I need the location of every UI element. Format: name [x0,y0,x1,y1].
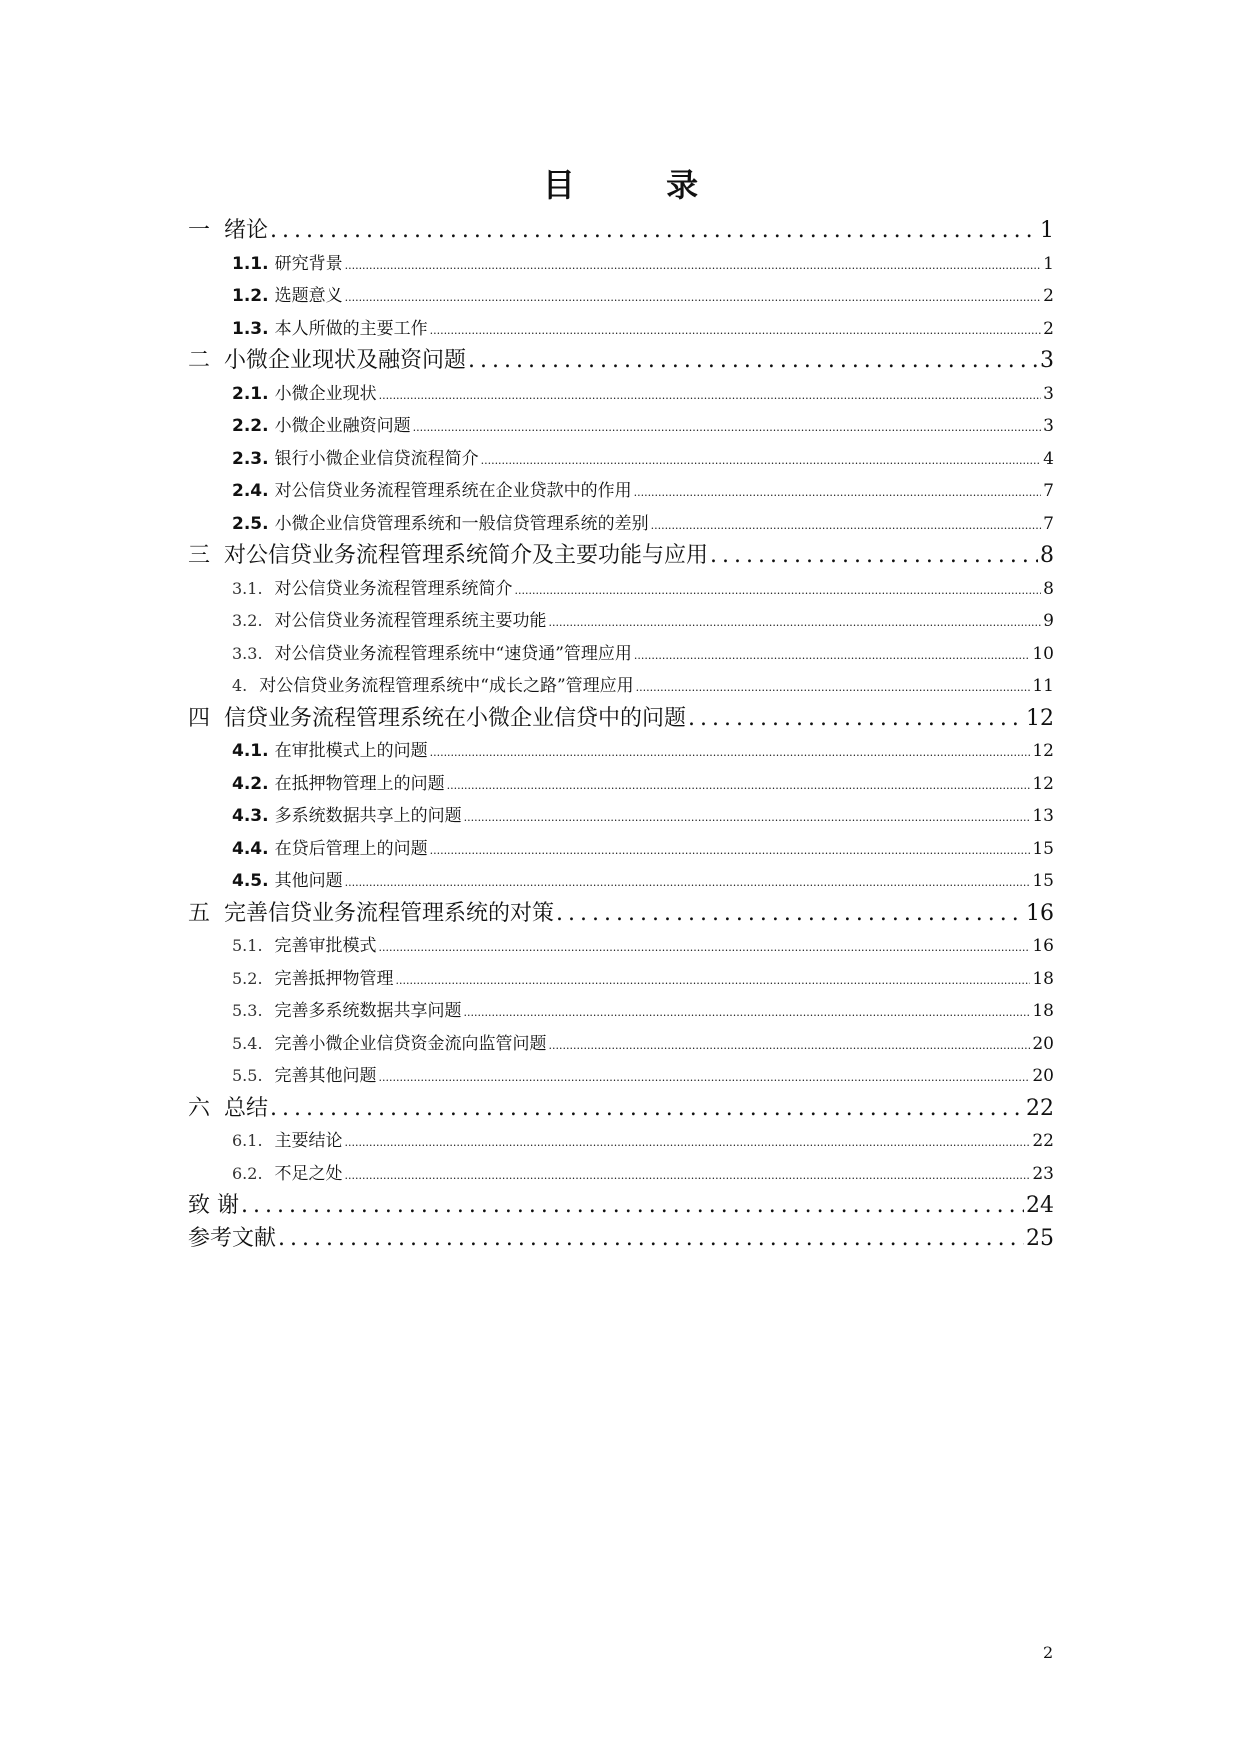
toc-section-entry[interactable] [188,1060,1054,1093]
toc-section-entry[interactable] [188,508,1054,541]
toc-entry-page: 22 [1032,1131,1054,1151]
toc-entry-number: 5.1. [232,936,263,955]
toc-entry-number: 6.2. [232,1163,263,1183]
toc-entry-page: 4 [1043,448,1054,469]
toc-entry-number: 5.4. [232,1033,263,1053]
toc-entry-label: 对公信贷业务流程管理系统中“速贷通”管理应用 [274,643,632,664]
toc-entry-page: 7 [1043,513,1054,534]
toc-section-entry[interactable] [188,670,1054,703]
toc-entry-label: 完善其他问题 [274,1066,377,1086]
dot-leader [379,380,1042,413]
dot-leader [447,770,1031,803]
dot-leader [278,1223,1024,1256]
dot-leader [345,1160,1031,1193]
toc-entry-page: 22 [1026,1095,1054,1121]
toc-entry-label: 绪论 [224,218,269,243]
toc-entry-page: 11 [1032,676,1054,696]
toc-section-entry[interactable] [188,638,1054,671]
toc-section-entry[interactable] [188,248,1054,281]
toc-entry-page: 8 [1040,543,1054,568]
toc-chapter-entry[interactable] [188,1223,1054,1256]
toc-entry-label: 在审批模式上的问题 [274,741,428,761]
toc-entry-label: 小微企业融资问题 [274,416,411,436]
toc-entry-page: 3 [1040,348,1054,373]
toc-entry-page: 12 [1032,773,1054,794]
toc-section-entry[interactable] [188,768,1054,801]
toc-entry-page: 25 [1026,1225,1054,1251]
toc-entry-page: 15 [1032,838,1054,859]
toc-entry-page: 3 [1043,383,1054,404]
dot-leader [413,412,1042,445]
dot-leader [430,835,1031,868]
dot-leader [688,703,1024,736]
toc-entry-label: 对公信贷业务流程管理系统在企业贷款中的作用 [274,481,632,501]
toc-entry-page: 12 [1032,741,1054,761]
toc-entry-page: 18 [1032,968,1054,989]
dot-leader [634,640,1030,673]
dot-leader [636,672,1031,705]
toc-entry-number: 1.2. [232,286,269,306]
toc-chapter-entry[interactable] [188,345,1054,378]
toc-entry-number: 1.3. [232,318,269,339]
dot-leader [379,1062,1031,1095]
toc-entry-number: 3.1. [232,578,263,598]
toc-entry-label: 在贷后管理上的问题 [274,838,428,859]
toc-entry-number: 5.2. [232,968,263,988]
toc-chapter-entry[interactable] [188,703,1054,736]
toc-entry-page: 23 [1032,1163,1054,1184]
dot-leader [464,997,1031,1030]
toc-entry-number: 4.4. [232,838,269,859]
toc-entry-page: 2 [1043,318,1054,339]
toc-chapter-entry[interactable] [188,1093,1054,1126]
toc-entry-label: 小微企业现状 [274,383,377,404]
toc-entry-number: 4.1. [232,741,269,761]
toc-entry-number: 4.3. [232,806,269,826]
toc-entry-page: 20 [1032,1066,1054,1086]
toc-entry-number: 4.5. [232,871,269,891]
toc-section-entry[interactable] [188,443,1054,476]
toc-entry-page: 1 [1040,218,1054,243]
toc-chapter-entry[interactable] [188,1190,1054,1223]
toc-entry-number: 2.4. [232,481,269,501]
toc-entry-label: 总结 [224,1095,269,1121]
toc-section-entry[interactable] [188,735,1054,768]
toc-section-entry[interactable] [188,995,1054,1028]
toc-section-entry[interactable] [188,378,1054,411]
toc-entry-label: 完善信贷业务流程管理系统的对策 [224,900,555,926]
toc-entry-page: 16 [1032,936,1054,956]
toc-entry-number: 2.1. [232,383,269,404]
toc-section-entry[interactable] [188,963,1054,996]
toc-section-entry[interactable] [188,410,1054,443]
toc-entry-label: 对公信贷业务流程管理系统简介 [274,578,513,599]
dot-leader [634,477,1042,510]
toc-entry-page: 10 [1032,643,1054,664]
toc-entry-page: 15 [1032,871,1054,891]
toc-title: 目 录 [542,166,739,204]
toc-entry-number: 四 [188,705,211,731]
toc-section-entry[interactable] [188,833,1054,866]
toc-entry-label: 参考文献 [188,1225,277,1251]
toc-section-entry[interactable] [188,1158,1054,1191]
dot-leader [379,932,1031,965]
toc-entry-label: 对公信贷业务流程管理系统中“成长之路”管理应用 [259,676,634,696]
toc-entry-number: 五 [188,900,211,926]
toc-entry-page: 8 [1043,578,1054,599]
dot-leader [651,510,1042,543]
toc-entry-label: 本人所做的主要工作 [274,318,428,339]
dot-leader [515,575,1042,608]
toc-entry-page: 1 [1043,253,1054,274]
table-of-contents [188,215,1054,1255]
toc-entry-page: 3 [1043,416,1054,436]
toc-section-entry[interactable] [188,605,1054,638]
toc-chapter-entry[interactable] [188,898,1054,931]
toc-chapter-entry[interactable] [188,540,1054,573]
toc-entry-page: 13 [1032,806,1054,826]
toc-entry-label: 主要结论 [274,1131,343,1151]
toc-entry-page: 2 [1043,286,1054,306]
toc-entry-label: 在抵押物管理上的问题 [274,773,445,794]
toc-entry-number: 5.3. [232,1001,263,1020]
toc-entry-label: 致 谢 [188,1193,239,1218]
toc-entry-page: 7 [1043,481,1054,501]
toc-entry-page: 20 [1032,1033,1054,1054]
toc-entry-number: 3.3. [232,643,263,663]
toc-entry-label: 小微企业现状及融资问题 [224,348,467,373]
toc-entry-page: 12 [1026,705,1054,731]
toc-entry-label: 对公信贷业务流程管理系统简介及主要功能与应用 [224,543,709,568]
toc-entry-page: 9 [1043,611,1054,631]
toc-section-entry[interactable] [188,800,1054,833]
dot-leader [241,1190,1024,1223]
dot-leader [270,215,1038,248]
toc-entry-page: 24 [1026,1193,1054,1218]
dot-leader [464,802,1031,835]
toc-entry-label: 其他问题 [274,871,343,891]
toc-section-entry[interactable] [188,1028,1054,1061]
dot-leader [549,607,1042,640]
toc-entry-label: 研究背景 [274,253,343,274]
toc-entry-number: 5.5. [232,1066,263,1085]
toc-entry-label: 完善审批模式 [274,936,377,956]
dot-leader [345,867,1031,900]
toc-entry-number: 4.2. [232,773,269,794]
toc-entry-number: 三 [188,543,211,568]
dot-leader [345,250,1042,283]
toc-entry-label: 完善抵押物管理 [274,968,394,989]
toc-section-entry[interactable] [188,280,1054,313]
toc-section-entry[interactable] [188,1125,1054,1158]
toc-entry-label: 多系统数据共享上的问题 [274,806,462,826]
toc-entry-number: 4. [232,676,248,695]
dot-leader [345,282,1042,315]
toc-entry-number: 六 [188,1095,211,1121]
toc-chapter-entry[interactable] [188,215,1054,248]
toc-section-entry[interactable] [188,865,1054,898]
dot-leader [468,345,1038,378]
toc-entry-number: 3.2. [232,611,263,630]
toc-entry-label: 选题意义 [274,286,343,306]
toc-entry-number: 1.1. [232,253,269,274]
dot-leader [430,315,1042,348]
dot-leader [556,898,1024,931]
toc-entry-number: 2.5. [232,513,269,534]
toc-entry-label: 不足之处 [274,1163,343,1184]
dot-leader [710,540,1038,573]
toc-section-entry[interactable] [188,475,1054,508]
toc-section-entry[interactable] [188,930,1054,963]
toc-entry-number: 2.2. [232,416,269,436]
dot-leader [549,1030,1031,1063]
dot-leader [270,1093,1024,1126]
toc-entry-label: 完善多系统数据共享问题 [274,1001,462,1021]
toc-entry-number: 一 [188,218,211,243]
toc-entry-page: 18 [1032,1001,1054,1021]
toc-entry-label: 信贷业务流程管理系统在小微企业信贷中的问题 [224,705,687,731]
toc-entry-label: 对公信贷业务流程管理系统主要功能 [274,611,547,631]
toc-entry-label: 小微企业信贷管理系统和一般信贷管理系统的差别 [274,513,649,534]
toc-entry-number: 6.1. [232,1131,263,1150]
dot-leader [481,445,1042,478]
dot-leader [396,965,1031,998]
toc-entry-page: 16 [1026,900,1054,926]
page-number: 2 [1043,1643,1054,1662]
dot-leader [345,1127,1031,1160]
toc-entry-number: 2.3. [232,448,269,469]
toc-entry-label: 完善小微企业信贷资金流向监管问题 [274,1033,547,1054]
dot-leader [430,737,1031,770]
toc-entry-label: 银行小微企业信贷流程简介 [274,448,479,469]
toc-section-entry[interactable] [188,573,1054,606]
toc-section-entry[interactable] [188,313,1054,346]
toc-entry-number: 二 [188,348,211,373]
